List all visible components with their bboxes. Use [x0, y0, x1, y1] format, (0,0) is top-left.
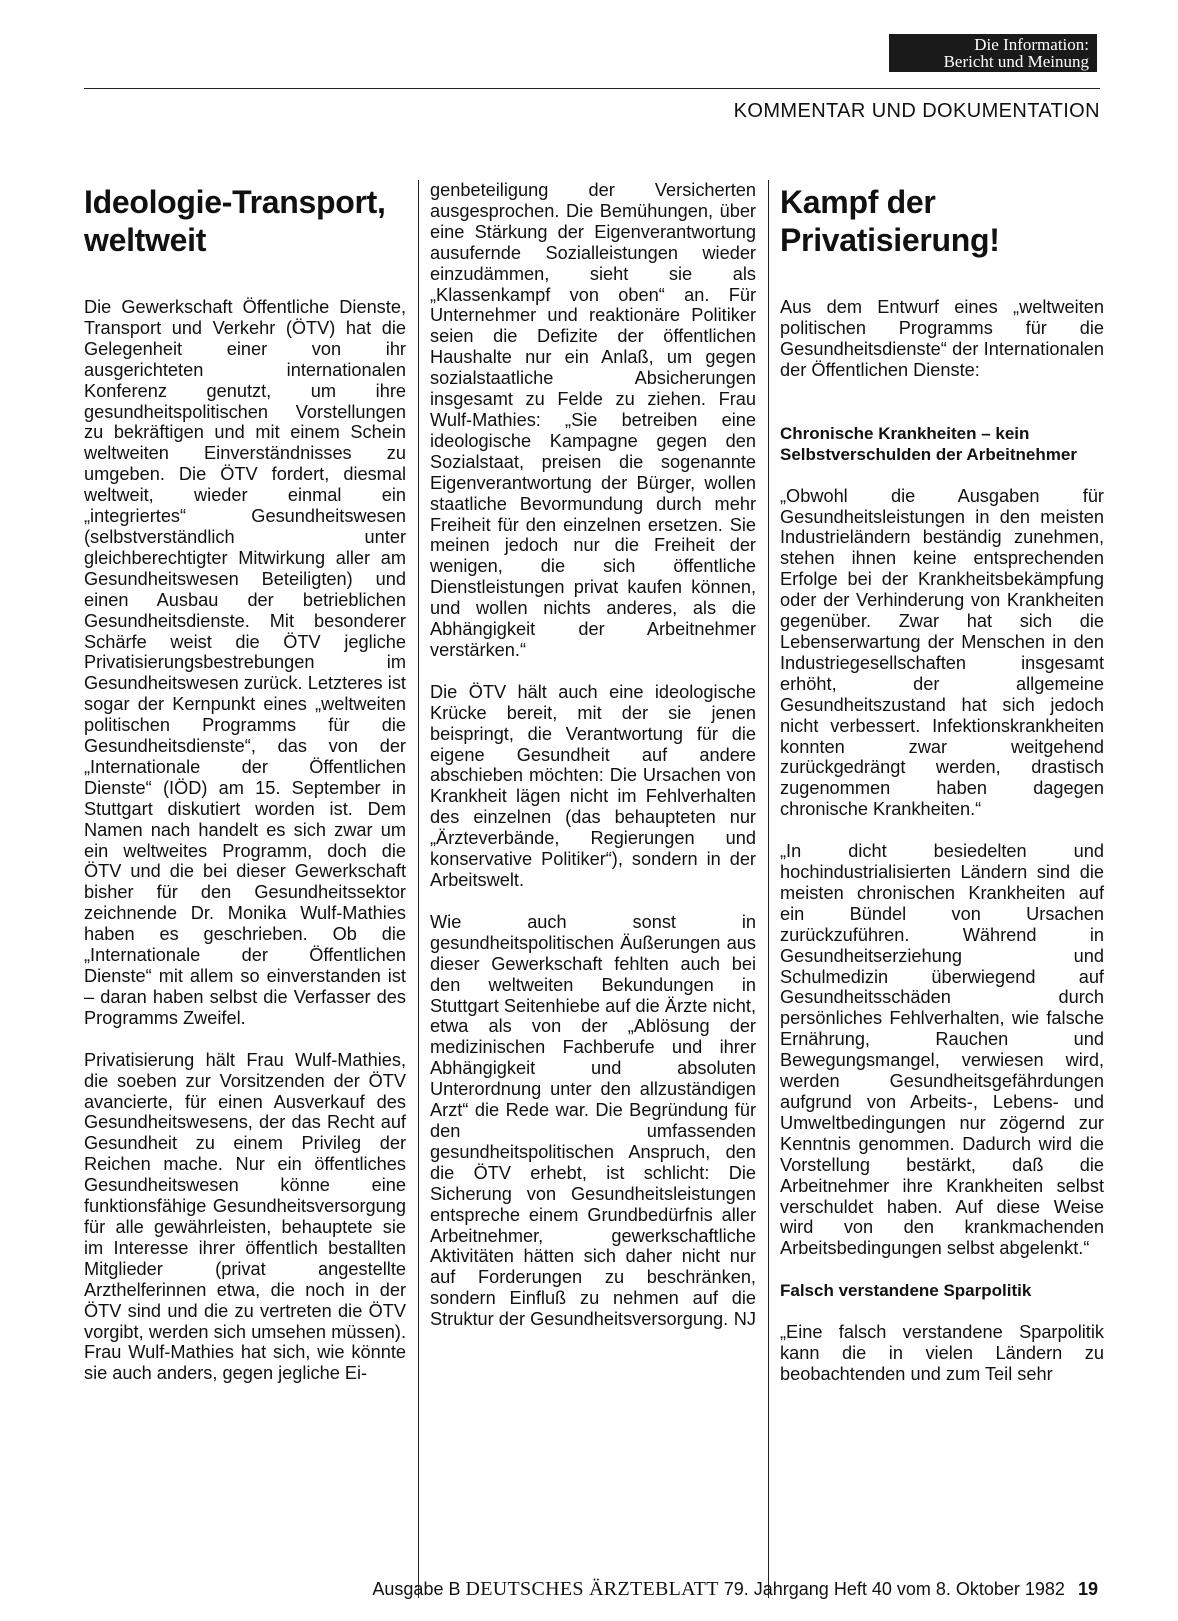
- column-divider: [418, 180, 419, 1598]
- quote-paragraph: „Eine falsch verstandene Sparpolitik kann die in vielen Ländern zu beobachtenden und zum Teil sehr: [780, 1322, 1104, 1385]
- document-title: Kampf der Privatisierung!: [780, 184, 1000, 258]
- subheading: Falsch verstandene Sparpolitik: [780, 1281, 1032, 1301]
- article-paragraph-final: [430, 912, 756, 1330]
- article-paragraph-text: Wie auch sonst in gesundheitspolitischen Äußerungen aus dieser Gewerkschaft fehlten auch bei den weltweiten Bekundungen in Stuttgart Seitenhiebe auf die Ärzte nicht, etwa als von der „Ablösung der medizinischen Fachberufe und ihrer Abhängigkeit und absoluten Unterordnung unter den allzuständigen Arzt“ die Rede war. Die Begründung für den umfassenden gesundheitspolitischen Anspruch, den die ÖTV erhebt, ist schlicht: Die Sicherung von Gesundheitsleistungen entspreche einem Grundbedürfnis aller Arbeitnehmer, gewerkschaftliche Aktivitäten hätten sich daher nicht nur auf Forderungen zu beschränken, sondern Einfluß zu nehmen auf die Struktur der Gesundheitsversorgung.: [430, 911, 756, 1330]
- column-divider: [768, 180, 769, 1598]
- footer-issue: 79. Jahrgang Heft 40 vom 8. Oktober 1982: [723, 1579, 1065, 1599]
- article-paragraph: Die ÖTV hält auch eine ideologische Krücke bereit, mit der sie jenen beispringt, die Verantwortung für die eigene Gesundheit auf andere abschieben möchten: Die Ursachen von Krankheit lägen nicht im Fehlverhalten des einzelnen (das behaupteten nur „Ärzteverbände, Regierungen und konservative Politiker“), sondern in der Arbeitswelt.: [430, 681, 756, 890]
- column-1: [84, 180, 406, 1384]
- article-paragraph: genbeteiligung der Versicherten ausgesprochen. Die Bemühungen, über eine Stärkung der Eigenverantwortung ausufernde Sozialleistungen wieder einzudämmen, sieht sie als „Klassenkampf von oben“ an. Für Unternehmer und reaktionäre Politiker seien die Defizite der öffentlichen Haushalte nur ein Anlaß, um gegen sozialstaatliche Absicherungen insgesamt zu Felde zu ziehen. Frau Wulf-Mathies: „Sie betreiben eine ideologische Kampagne gegen den Sozialstaat, preisen die sogenannte Eigenverantwortung der Bürger, wollen staatliche Bevormundung durch mehr Freiheit für den einzelnen ersetzen. Sie meinen jedoch nur die Freiheit der wenigen, die sich öffentliche Dienstleistungen privat kaufen können, und wollen nichts anderes, als die Abhängigkeit der Arbeitnehmer verstärken.“: [430, 180, 756, 660]
- quote-paragraph: „Obwohl die Ausgaben für Gesundheitsleistungen in den meisten Industrieländern beständig zunehmen, stehen ihnen keine entsprechenden Erfolge bei der Krankheitsbekämpfung oder der Verhinderung von Krankheiten gegenüber. Zwar hat sich die Lebenserwartung der Menschen in den Industriegesellschaften insgesamt erhöht, der allgemeine Gesundheitszustand hat sich jedoch nicht verbessert. Infektionskrankheiten konnten zwar weitgehend zurückgedrängt werden, drastisch zugenommen haben dagegen chronische Krankheiten.“: [780, 485, 1104, 820]
- article-title: Ideologie-Transport, weltweit: [84, 184, 386, 258]
- footer-edition: Ausgabe B: [372, 1579, 461, 1599]
- section-label: KOMMENTAR UND DOKUMENTATION: [733, 100, 1100, 122]
- column-3: [780, 180, 1104, 1385]
- footer-magazine: DEUTSCHES ÄRZTEBLATT: [465, 1578, 719, 1600]
- header-rule: [84, 88, 1100, 89]
- badge-line-2: Bericht und Meinung: [943, 52, 1089, 71]
- article-paragraph: Die Gewerkschaft Öffentliche Dienste, Transport und Verkehr (ÖTV) hat die Gelegenheit einer von ihr ausgerichteten internationalen Konferenz genutzt, um ihre gesundheitspolitischen Vorstellungen zu bekräftigen und mit einem Schein weltweiten Einverständnisses zu umgeben. Die ÖTV fordert, diesmal weltweit, wieder einmal ein „integriertes“ Gesundheitswesen (selbstverständlich unter gleichberechtigter Mitwirkung aller am Gesundheitswesen Beteiligten) und einen Ausbau der betrieblichen Gesundheitsdienste. Mit besonderer Schärfe weist die ÖTV jegliche Privatisierungsbestrebungen im Gesundheitswesen zurück. Letzteres ist sogar der Kernpunkt eines „weltweiten politischen Programms für die Gesundheitsdienste“, das von der „Internationale der Öffentlichen Dienste“ (IÖD) am 15. September in Stuttgart diskutiert worden ist. Dem Namen nach handelt es sich zwar um ein weltweites Programm, doch die ÖTV und die bei dieser Gewerkschaft bisher für den Gesundheitssektor zeichnende Dr. Monika Wulf-Mathies haben es geschrieben. Ob die „Internationale der Öffentlichen Dienste“ mit allem so einverstanden ist – daran haben selbst die Verfasser des Programms Zweifel.: [84, 297, 406, 1028]
- badge-line-1: Die Information:: [974, 35, 1089, 54]
- section-badge: [889, 34, 1097, 72]
- column-2: [430, 180, 756, 1330]
- page-number: 19: [1077, 1579, 1098, 1599]
- page-footer: [0, 1578, 1098, 1601]
- author-initials: NJ: [733, 1309, 756, 1330]
- subheading: Chronische Krankheiten – kein Selbstverschulden der Arbeitnehmer: [780, 423, 1077, 464]
- quote-paragraph: „In dicht besiedelten und hochindustrialisierten Ländern sind die meisten chronischen Krankheiten auf ein Bündel von Ursachen zurückzuführen. Während in Gesundheitserziehung und Schulmedizin überwiegend auf Gesundheitsschäden durch persönliches Fehlverhalten, wie falsche Ernährung, Rauchen und Bewegungsmangel, verwiesen wird, werden Gesundheitsgefährdungen aufgrund von Arbeits-, Lebens- und Umweltbedingungen nur zögernd zur Kenntnis genommen. Dadurch wird die Vorstellung bestärkt, daß die Arbeitnehmer ihre Krankheiten selbst verschuldet haben. Auf diese Weise wird von den krankmachenden Arbeitsbedingungen selbst abgelenkt.“: [780, 841, 1104, 1259]
- article-paragraph: Privatisierung hält Frau Wulf-Mathies, die soeben zur Vorsitzenden der ÖTV avancierte, für einen Ausverkauf des Gesundheitswesens, der das Recht auf Gesundheit zu einem Privileg der Reichen mache. Nur ein öffentliches Gesundheitswesen könne eine funktionsfähige Gesundheitsversorgung für alle gewährleisten, behauptete sie im Interesse ihrer öffentlich bestallten Mitglieder (privat angestellte Arzthelferinnen etwa, die noch in der ÖTV sind und die zu vertreten die ÖTV vorgibt, werden sich umsehen müssen). Frau Wulf-Mathies hat sich, wie könnte sie auch anders, gegen jegliche Ei-: [84, 1049, 406, 1384]
- document-intro: Aus dem Entwurf eines „weltweiten politischen Programms für die Gesundheitsdienste“ der Internationalen der Öffentlichen Dienste:: [780, 297, 1104, 380]
